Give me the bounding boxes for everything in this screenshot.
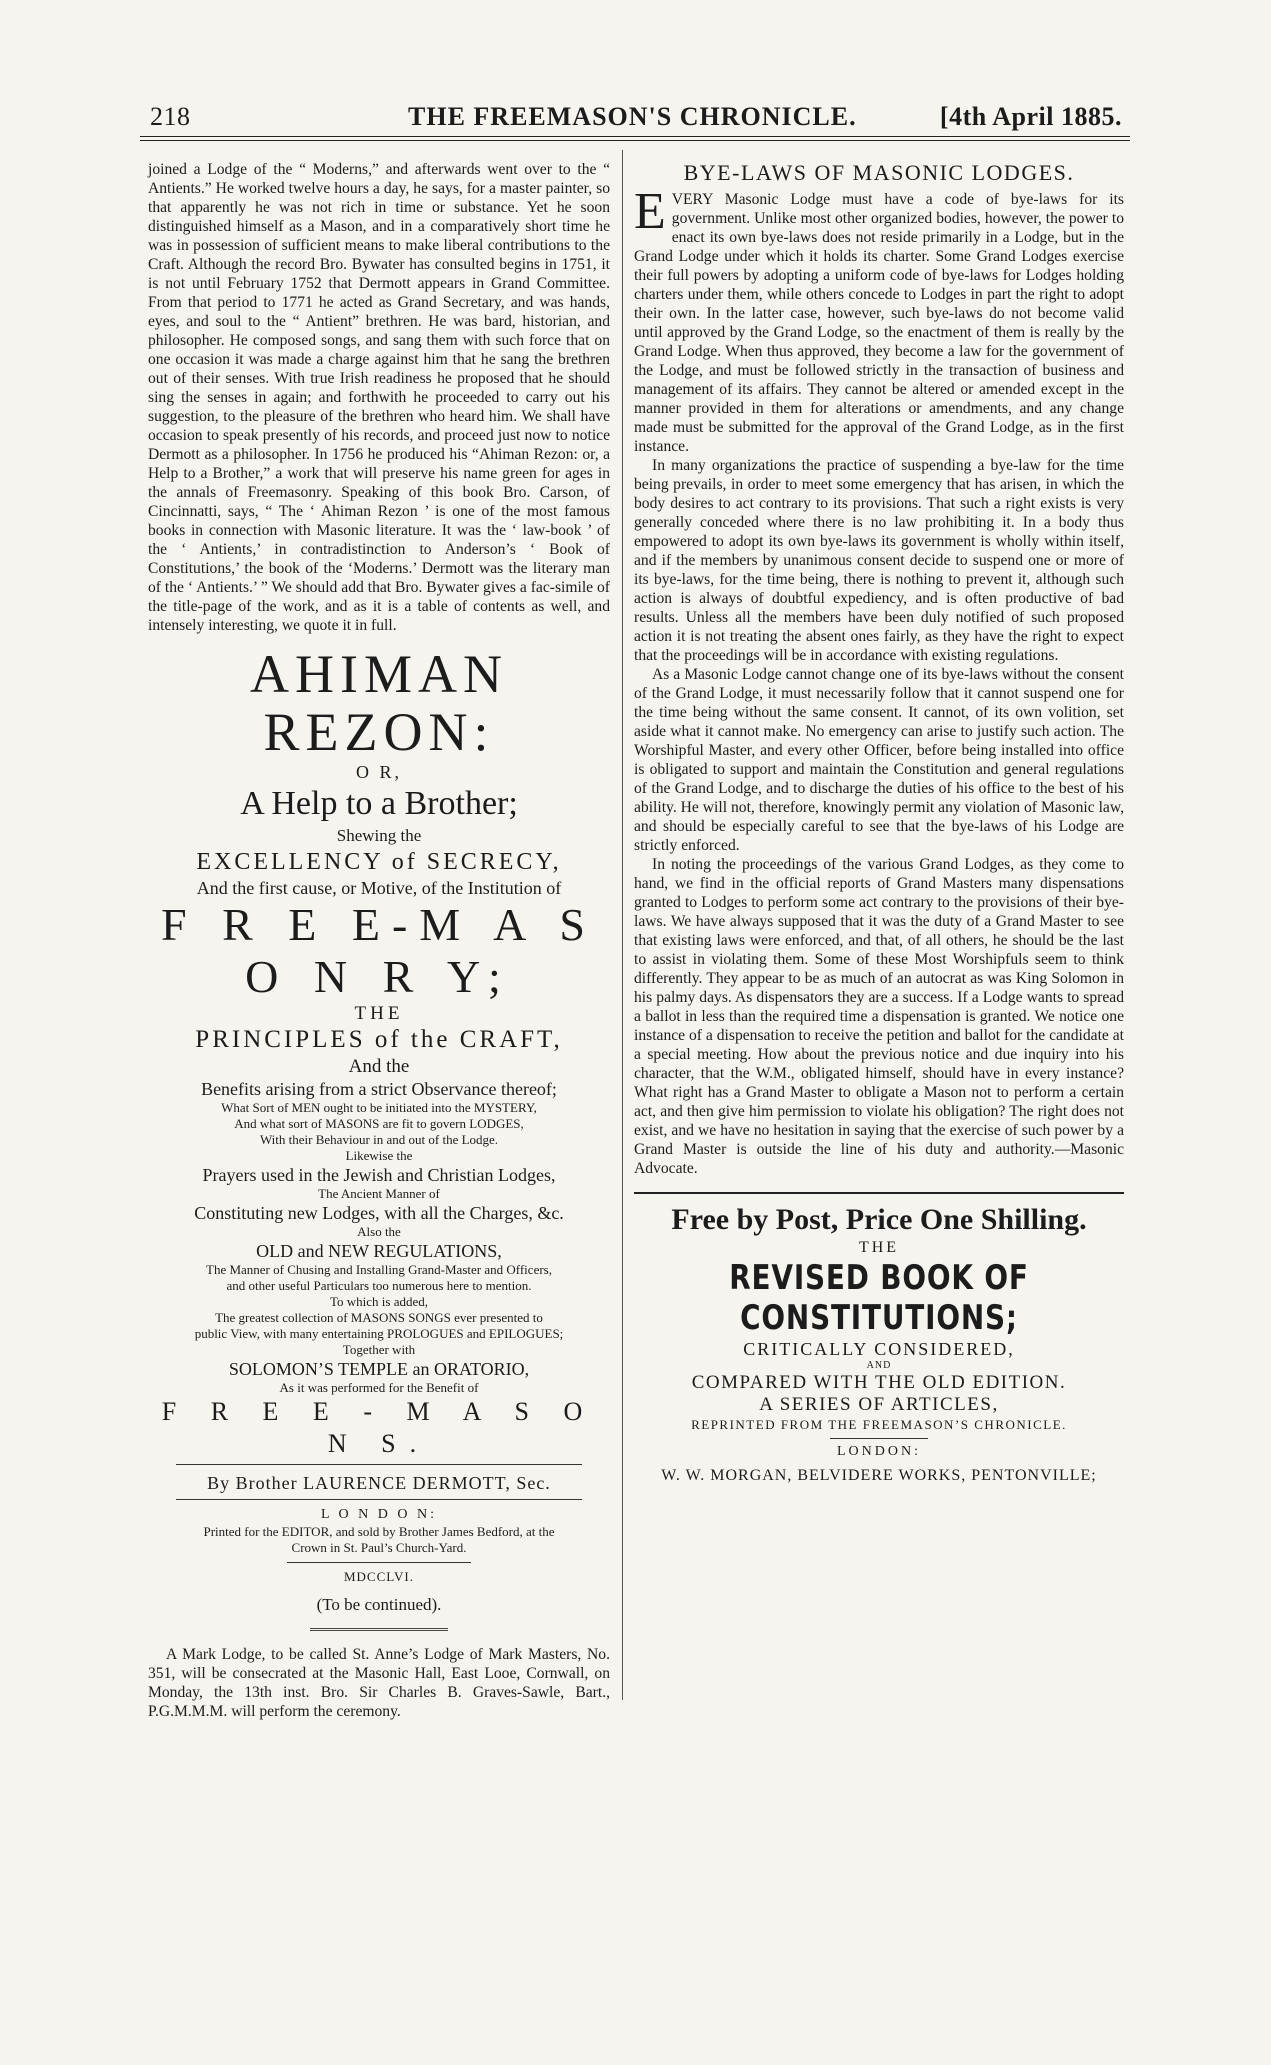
tp-author: By Brother LAURENCE DERMOTT, Sec. bbox=[207, 1473, 551, 1493]
issue-date: [4th April 1885. bbox=[939, 102, 1122, 131]
article-paragraph bbox=[634, 183, 1124, 456]
tp-line: As it was performed for the Benefit of bbox=[279, 1380, 479, 1395]
tp-line: A Help to a Brother; bbox=[240, 785, 518, 822]
tp-rule bbox=[287, 1562, 472, 1563]
tp-line: OLD and NEW REGULATIONS, bbox=[256, 1241, 502, 1261]
tp-line: And the bbox=[348, 1056, 410, 1077]
tp-line: What Sort of MEN ought to be initiated into the MYSTERY, bbox=[221, 1100, 537, 1115]
tp-year: MDCCLVI. bbox=[343, 1569, 414, 1584]
tp-line: and other useful Particulars too numerous here to mention. bbox=[226, 1278, 532, 1293]
tp-line: THE bbox=[354, 1003, 404, 1024]
tp-line: The greatest collection of MASONS SONGS ever presented to bbox=[215, 1310, 543, 1325]
ad-rule bbox=[634, 1192, 1124, 1194]
tp-line: Crown in St. Paul’s Church-Yard. bbox=[291, 1540, 467, 1555]
right-column bbox=[634, 160, 1124, 1487]
tp-line: Constituting new Lodges, with all the Charges, &c. bbox=[194, 1203, 564, 1223]
mark-lodge-notice: A Mark Lodge, to be called St. Anne’s Lodge of Mark Masters, No. 351, will be consecrated at the Masonic Hall, East Looe, Cornwall, on Monday, the 13th inst. Bro. Sir Charles B. Graves-Sawle, Bart., P.G.M.M.M. will perform the ceremony. bbox=[148, 1646, 610, 1720]
ad-line: COMPARED WITH THE OLD EDITION. bbox=[691, 1372, 1067, 1393]
tp-line: EXCELLENCY of SECRECY, bbox=[196, 849, 562, 875]
tp-rule bbox=[176, 1464, 583, 1465]
tp-line: L O N D O N: bbox=[321, 1507, 437, 1522]
tp-line: Shewing the bbox=[336, 826, 422, 845]
tp-line: Also the bbox=[357, 1224, 401, 1239]
header-rule bbox=[140, 136, 1130, 137]
tp-line: The Ancient Manner of bbox=[318, 1186, 440, 1201]
ad-headline: Free by Post, Price One Shilling. bbox=[671, 1203, 1087, 1236]
tp-line: And the first cause, or Motive, of the Institution of bbox=[196, 878, 562, 898]
tp-line: With their Behaviour in and out of the Lodge. bbox=[259, 1132, 499, 1147]
tp-line: To which is added, bbox=[329, 1294, 428, 1309]
page-number: 218 bbox=[150, 102, 191, 131]
tp-line: Printed for the EDITOR, and sold by Brother James Bedford, at the bbox=[203, 1524, 555, 1539]
ad-line: A SERIES OF ARTICLES, bbox=[759, 1394, 999, 1415]
article-paragraph: joined a Lodge of the “ Moderns,” and afterwards went over to the “ Antients.” He worked twelve hours a day, he says, for a master painter, so that apparently he was not rich in time or substance. Yet he soon distinguished himself as a Mason, and in a comparatively short time he was in possession of sufficient means to make liberal contributions to the Craft. Although the record Bro. Bywater has consulted begins in 1751, it is not until February 1752 that Dermott appears in Grand Committee. From that period to 1771 he acted as Grand Secretary, and was hands, eyes, and soul to the “ Antient” brethren. He was bard, historian, and philosopher. He composed songs, and sang them with such force that on one occasion it was made a charge against him that he sang the brethren out of their senses. With true Irish readiness he proposed that he should sing the senses in again; and forthwith he proceeded to carry out his suggestion, to the pleasure of the brethren who heard him. We shall have occasion to speak presently of his records, and proceed just now to notice Dermott as a philosopher. In 1756 he produced his “Ahiman Rezon: or, a Help to a Brother,” a work that will preserve his name green for ages in the annals of Freemasonry. Speaking of this book Bro. Carson, of Cincinnatti, says, “ The ‘ Ahiman Rezon ’ is one of the most famous books in connection with Masonic literature. It was the ‘ law-book ’ of the ‘ Antients,’ in contradistinction to Anderson’s ‘ Book of Constitutions,’ the book of the ‘Moderns.’ Dermott was the literary man of the ‘ Antients.’ ” We should add that Bro. Bywater gives a fac-simile of the title-page of the work, and as it is a table of contents as well, and intensely interesting, we quote it in full. bbox=[148, 161, 610, 634]
ad-line: REPRINTED FROM THE FREEMASON’S CHRONICLE. bbox=[691, 1417, 1067, 1432]
ad-line: AND bbox=[866, 1360, 892, 1371]
ad-publisher: W. W. MORGAN, BELVIDERE WORKS, PENTONVILLE; bbox=[661, 1467, 1097, 1484]
header-rule-second bbox=[140, 140, 1130, 141]
article-paragraph: In many organizations the practice of suspending a bye-law for the time being prevails, in order to meet some emergency that has arisen, in which the body desires to act contrary to its provisions. That such a right exists is very generally conceded where there is no law prohibiting it. In a body thus empowered to adopt its own bye-laws its government is wholly within itself, and if the members by unanimous consent decide to suspend one or more of its bye-laws, for the time being, there is nothing to prevent it, although such action is always of doubtful expediency, and is often productive of bad results. Unless all the members have been duly notified of such proposed action it is not treating the absent ones fairly, as they have the right to expect that the proceedings will be in accordance with existing regulations. bbox=[634, 457, 1124, 664]
tp-line: The Manner of Chusing and Installing Grand-Master and Officers, bbox=[206, 1262, 552, 1277]
tp-line: F R E E - M A S O N S. bbox=[161, 1397, 597, 1458]
article-paragraph: In noting the proceedings of the various Grand Lodges, as they come to hand, we find in the official reports of Grand Masters many dispensations granted to Lodges to perform some act contrary to the provisions of their bye-laws. We have always supposed that it was the duty of a Grand Master to see that existing laws were enforced, and that, of all others, he should be the last to assist in violating them. Some of these Most Worshipfuls seem to think differently. They appear to be as much of an autocrat as was King Solomon in his palmy days. As dispensators they are a success. If a Lodge wants to spread a ballot in less than the required time a dispensation is granted. We notice one instance of a dispensation to receive the petition and ballot for the candidate at a special meeting. How about the previous notice and due inquiry into his character, that the W.M., obligated himself, should have in every instance? What right has a Grand Master to obligate a Mason not to perform a certain act, and then give him permission to violate his obligation? The right does not exist, and we have no hesitation in saying that the exercise of such power by a Grand Master is outside the line of his duty and authority.—Masonic Advocate. bbox=[634, 856, 1124, 1177]
ornament-rule bbox=[310, 1628, 449, 1631]
tp-line: Prayers used in the Jewish and Christian Lodges, bbox=[202, 1165, 556, 1185]
tp-line: And what sort of MASONS are fit to govern LODGES, bbox=[234, 1116, 524, 1131]
article-heading: BYE-LAWS OF MASONIC LODGES. bbox=[683, 160, 1075, 185]
ad-line: CRITICALLY CONSIDERED, bbox=[743, 1339, 1015, 1359]
tp-rule bbox=[176, 1499, 583, 1500]
title-page-facsimile bbox=[148, 645, 610, 1585]
tp-line: Benefits arising from a strict Observance thereof; bbox=[201, 1079, 557, 1099]
tp-line: PRINCIPLES of the CRAFT, bbox=[195, 1026, 563, 1053]
tp-line: Together with bbox=[342, 1342, 416, 1357]
tp-line: public View, with many entertaining PROLOGUES and EPILOGUES; bbox=[194, 1326, 564, 1341]
ad-line: LONDON: bbox=[837, 1444, 921, 1459]
tp-line: O R, bbox=[355, 762, 402, 782]
drop-cap: E bbox=[634, 183, 666, 240]
ad-book-title: REVISED BOOK OF CONSTITUTIONS; bbox=[729, 1258, 1029, 1338]
newspaper-title: THE FREEMASON'S CHRONICLE. bbox=[408, 102, 857, 131]
tp-line: AHIMAN REZON: bbox=[250, 644, 508, 762]
article-paragraph: As a Masonic Lodge cannot change one of its bye-laws without the consent of the Grand Lodge, it must necessarily follow that it cannot suspend one for the time being without the same consent. It cannot, of its own volition, set aside what it cannot make. No emergency can arise to justify such action. The Worshipful Master, and every other Officer, before being installed into office is obligated to support and maintain the Constitution and general regulations of the Grand Lodge, and to discharge the duties of his office to the best of his ability. He will not, therefore, knowingly permit any violation of Masonic law, and should be especially careful to see that the bye-laws of his Lodge are strictly enforced. bbox=[634, 666, 1124, 854]
tp-line: SOLOMON’S TEMPLE an ORATORIO, bbox=[228, 1359, 530, 1379]
advertisement bbox=[634, 1192, 1124, 1487]
ad-rule bbox=[830, 1438, 928, 1439]
ad-line: THE bbox=[858, 1239, 900, 1256]
tp-line: F R E E-M A S O N R Y; bbox=[161, 899, 597, 1002]
left-column bbox=[148, 160, 610, 1721]
page-header bbox=[140, 98, 1130, 132]
tp-line: Likewise the bbox=[345, 1148, 413, 1163]
paragraph-text: VERY Masonic Lodge must have a code of bye-laws for its government. Unlike most other organized bodies, however, the power to enact its own bye-laws does not reside primarily in a Lodge, but in the Grand Lodge under which it holds its charter. Some Grand Lodges exercise their full powers by adopting a uniform code of bye-laws for Lodges holding charters under them, while others concede to Lodges in part the right to adopt their own. In the latter case, however, such bye-laws do not become valid until approved by the Grand Lodge, so the enactment of them is really by the Grand Lodge. When thus approved, they become a law for the government of the Lodge, and must be followed strictly in the transaction of business and management of its affairs. They cannot be altered or amended except in the manner provided in them for alterations or amendments, and any change made must be submitted for the approval of the Grand Lodge, as in the first instance. bbox=[634, 191, 1124, 455]
to-be-continued: (To be continued). bbox=[316, 1595, 442, 1614]
column-separator bbox=[622, 150, 623, 1700]
